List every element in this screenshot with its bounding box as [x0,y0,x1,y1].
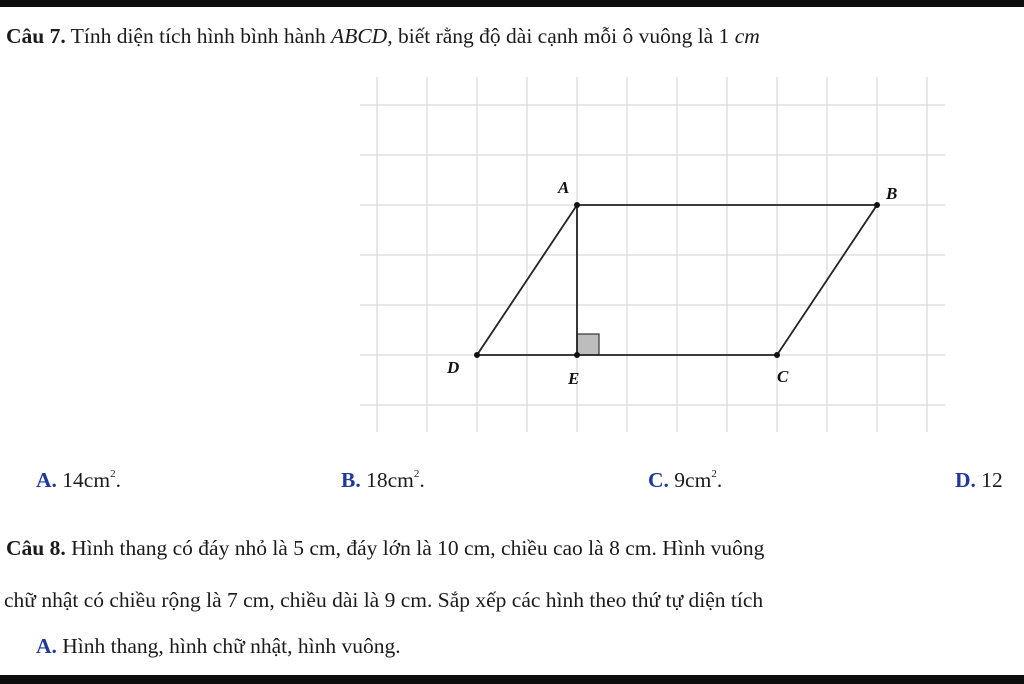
label-b: B [886,184,898,203]
vertex-c [774,352,780,358]
question-8-text-1: Hình thang có đáy nhỏ là 5 cm, đáy lớn là 10 cm, chiều cao là 8 cm. Hình vuông [65,536,765,560]
option-7c-value: 9cm [674,468,712,492]
vertex-b [874,202,880,208]
option-7d [955,460,1024,494]
label-c: C [777,367,789,386]
option-7d-key: D. [955,468,976,492]
label-a: A [558,178,570,197]
vertex-a [574,202,580,208]
question-7-shape-name: ABCD [331,24,388,48]
question-7-text: Tính diện tích hình bình hành [65,24,332,48]
option-7a-sup: 2 [110,468,116,480]
option-7d-value: 12 [981,468,1003,492]
grid [360,77,945,432]
question-8-line-2 [4,586,1024,614]
label-e: E [568,369,580,388]
right-angle-marker [577,334,599,355]
question-8-label: Câu 8. [6,536,66,560]
bottom-border [0,675,1024,684]
option-8a [36,632,1016,660]
option-7b-end: . [419,468,425,492]
option-8a-key: A. [36,634,57,658]
option-7a-key: A. [36,468,57,492]
question-8-text-2: chữ nhật có chiều rộng là 7 cm, chiều dài là 9 cm. Sắp xếp các hình theo thứ tự diện tích [4,588,764,612]
option-7b-sup: 2 [413,468,420,480]
option-8a-text: Hình thang, hình chữ nhật, hình vuông. [56,634,401,658]
point-e [574,352,580,358]
option-7a [36,460,121,494]
option-7a-end: . [115,468,121,492]
option-7b-key: B. [341,468,361,492]
question-8-line-1 [6,534,1024,562]
option-7c-key: C. [648,468,669,492]
option-7c-sup: 2 [711,468,717,480]
option-7b-value: 18cm [366,468,414,492]
option-7b [341,460,425,494]
question-7-unit: cm [734,24,760,48]
question-7-label: Câu 7. [6,24,66,48]
option-7c [648,460,722,494]
label-d: D [447,358,460,377]
option-7a-value: 14cm [62,468,111,492]
question-7-text-2: , biết rằng độ dài cạnh mỗi ô vuông là 1 [387,24,735,48]
option-7c-end: . [716,468,723,492]
vertex-d [474,352,480,358]
